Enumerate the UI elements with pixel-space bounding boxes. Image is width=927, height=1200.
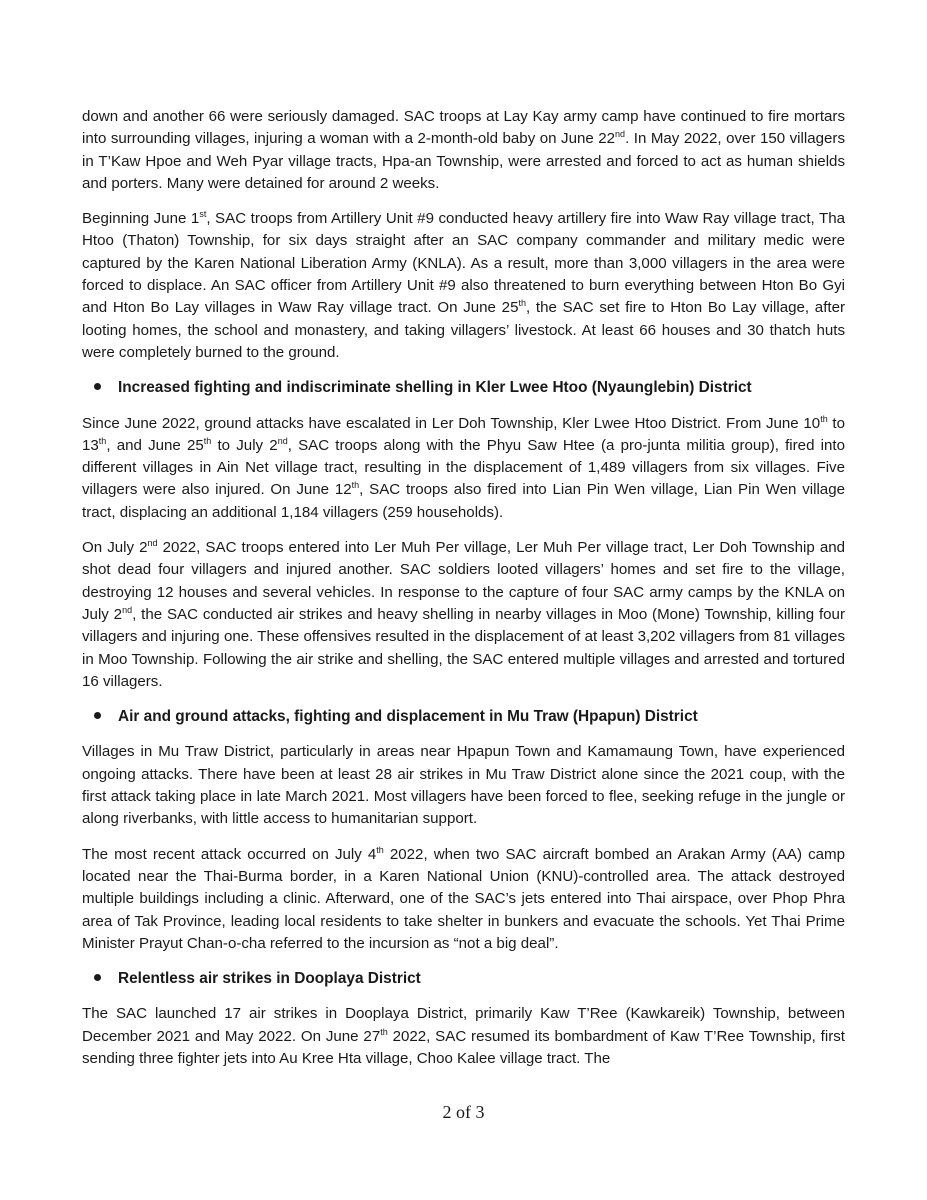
section-heading-text: Air and ground attacks, fighting and displacement in Mu Traw (Hpapun) District — [118, 708, 698, 726]
body-paragraph — [82, 106, 845, 195]
body-paragraph — [82, 537, 845, 693]
text-run: 2022, SAC resumed its bombardment of Kaw T’Ree Township, first sending three fighter jets into Au Kree Hta village, Choo Kalee village tract. The — [82, 1027, 845, 1067]
body-paragraph — [82, 844, 845, 955]
ordinal-suffix: nd — [615, 129, 626, 140]
ordinal-suffix: th — [380, 1026, 388, 1037]
text-run: to July 2 — [211, 436, 278, 454]
text-run: Beginning June 1 — [82, 210, 200, 228]
section-heading-text: Increased fighting and indiscriminate shelling in Kler Lwee Htoo (Nyaunglebin) District — [118, 379, 752, 397]
document-body — [82, 106, 845, 1083]
ordinal-suffix: nd — [277, 435, 288, 446]
section-heading-text: Relentless air strikes in Dooplaya District — [118, 970, 421, 988]
ordinal-suffix: th — [376, 844, 384, 855]
text-run: Villages in Mu Traw District, particularly in areas near Hpapun Town and Kamamaung Town, have experienced ongoing attacks. There have been at least 28 air strikes in Mu Traw District alone since the 2021 coup, with the first attack taking place in late March 2021. Most villagers have been forced to flee, seeking refuge in the jungle or along riverbanks, with little access to humanitarian support. — [82, 743, 845, 828]
ordinal-suffix: th — [203, 435, 212, 446]
text-run: , SAC troops along with the Phyu Saw Htee (a pro-junta militia group), fired into different villages in Ain Net village tract, resulting in the displacement of 1,489 villagers from six villages. Five villagers were also injured. On June 12 — [82, 436, 845, 499]
section-heading — [82, 968, 845, 990]
bullet-icon — [94, 383, 101, 390]
body-paragraph — [82, 413, 845, 524]
text-run: , SAC troops also fired into Lian Pin Wen village, Lian Pin Wen village tract, displacing an additional 1,184 villagers (259 households). — [82, 481, 845, 521]
bullet-icon — [94, 712, 101, 719]
text-run: On July 2 — [82, 539, 148, 557]
text-run: The SAC launched 17 air strikes in Dooplaya District, primarily Kaw T’Ree (Kawkareik) Township, between December 2021 and May 2022. On June 27 — [82, 1005, 845, 1045]
text-run: , SAC troops from Artillery Unit #9 conducted heavy artillery fire into Waw Ray village tract, Tha Htoo (Thaton) Township, for six days straight after an SAC company commander and military medic were captured by the Karen National Liberation Army (KNLA). As a result, more than 3,000 villagers in the area were forced to displace. An SAC officer from Artillery Unit #9 also threatened to burn everything between Hton Bo Gyi and Hton Bo Lay villages in Waw Ray village tract. On June 25 — [82, 210, 845, 317]
bullet-icon — [94, 974, 101, 981]
text-run: to 13 — [82, 414, 845, 454]
text-run: , the SAC set fire to Hton Bo Lay village, after looting homes, the school and monastery, and taking villagers’ livestock. At least 66 houses and 30 thatch huts were completely burned to the ground. — [82, 299, 845, 361]
ordinal-suffix: st — [199, 209, 207, 220]
section-heading — [82, 377, 845, 399]
text-run: Since June 2022, ground attacks have escalated in Ler Doh Township, Kler Lwee Htoo District. From June 10 — [82, 414, 821, 432]
text-run: The most recent attack occurred on July 4 — [82, 845, 377, 863]
ordinal-suffix: nd — [147, 538, 158, 549]
section-heading — [82, 706, 845, 728]
ordinal-suffix: nd — [122, 604, 133, 615]
text-run: down and another 66 were seriously damaged. SAC troops at Lay Kay army camp have continued to fire mortars into surrounding villages, injuring a woman with a 2-month-old baby on June 22 — [82, 108, 845, 148]
body-paragraph — [82, 208, 845, 364]
body-paragraph — [82, 741, 845, 830]
ordinal-suffix: th — [98, 435, 107, 446]
text-run: . In May 2022, over 150 villagers in T’Kaw Hpoe and Weh Pyar village tracts, Hpa-an Township, were arrested and forced to act as human shields and porters. Many were detained for around 2 weeks. — [82, 130, 846, 192]
ordinal-suffix: th — [820, 413, 828, 424]
ordinal-suffix: th — [351, 480, 360, 491]
text-run: , the SAC conducted air strikes and heavy shelling in nearby villages in Moo (Mone) Township, killing four villagers and injuring one. These offensives resulted in the displacement of at least 3,202 villagers from 81 villages in Moo Township. Following the air strike and shelling, the SAC entered multiple villages and arrested and tortured 16 villagers. — [82, 605, 845, 690]
text-run: 2022, SAC troops entered into Ler Muh Per village, Ler Muh Per village tract, Ler Doh Township and shot dead four villagers and injured another. SAC soldiers looted villagers’ homes and set fire to the village, destroying 12 houses and several vehicles. In response to the capture of four SAC army camps by the KNLA on July 2 — [82, 539, 845, 623]
page-number: 2 of 3 — [442, 1102, 485, 1122]
text-run: 2022, when two SAC aircraft bombed an Arakan Army (AA) camp located near the Thai-Burma border, in a Karen National Union (KNU)-controlled area. The attack destroyed multiple buildings including a clinic. Afterward, one of the SAC’s jets entered into Thai airspace, over Phop Phra area of Tak Province, leading local residents to take shelter in bunkers and evacuate the schools. Yet Thai Prime Minister Prayut Chan-o-cha referred to the incursion as “not a big deal”. — [82, 845, 845, 952]
text-run: , and June 25 — [106, 436, 204, 454]
ordinal-suffix: th — [518, 298, 526, 309]
body-paragraph — [82, 1003, 845, 1070]
